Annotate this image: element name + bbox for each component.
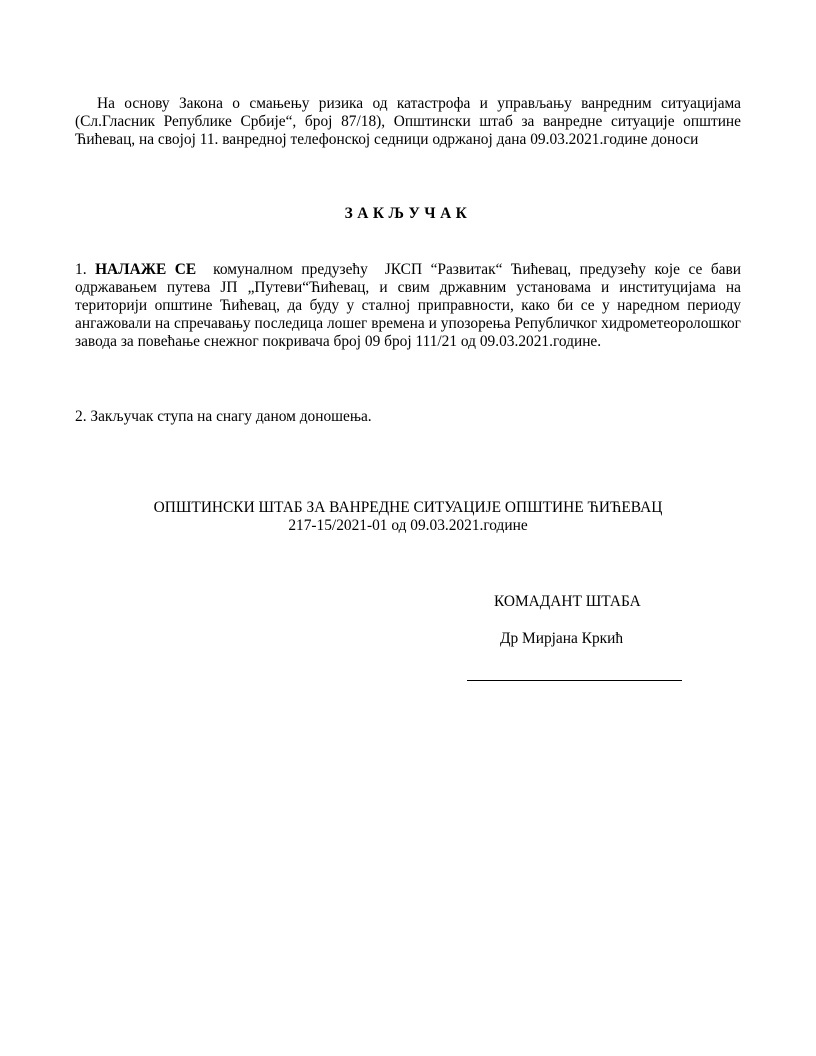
signature-line: [467, 680, 682, 681]
authority-name: ОПШТИНСКИ ШТАБ ЗА ВАНРЕДНЕ СИТУАЦИЈЕ ОПШТИНЕ ЋИЋЕВАЦ: [153, 499, 663, 516]
item-1-bold-phrase: НАЛАЖЕ СЕ: [95, 261, 197, 278]
intro-paragraph: На основу Закона о смањењу ризика од катастрофа и управљању ванредним ситуацијама (Сл.Гласник Републике Србије“, број 87/18), Општински штаб за ванредне ситуације општине Ћићевац, на својој 11. ванредној телефонској седници одржаној дана 09.03.2021.године доноси: [75, 95, 741, 148]
item-1-number: 1.: [75, 261, 87, 278]
authority-block: [0, 499, 816, 535]
item-1-text: комуналном предузећу ЈКСП “Развитак“ Ћићевац, предузећу које се бави одржавањем путева ЈП „Путеви“Ћићевац, и свим државним установама и институцијама на територији општине Ћићевац, да буду у сталној приправности, како би се у наредном периоду ангажовали на спречавању последица лошег времена и упозорења Републичког хидрометеоролошког завода за повећање снежног покривача број 09 број 111/21 од 09.03.2021.године.: [75, 261, 745, 350]
authority-reference: 217-15/2021-01 од 09.03.2021.године: [288, 517, 528, 534]
item-1-paragraph: [75, 261, 745, 351]
signatory-title: КОМАДАНТ ШТАБА: [494, 593, 641, 610]
signatory-name: Др Мирјана Кркић: [500, 630, 624, 647]
item-2-paragraph: 2. Закључак ступа на снагу даном доношења.: [75, 408, 372, 425]
document-heading: ЗАКЉУЧАК: [344, 205, 472, 222]
